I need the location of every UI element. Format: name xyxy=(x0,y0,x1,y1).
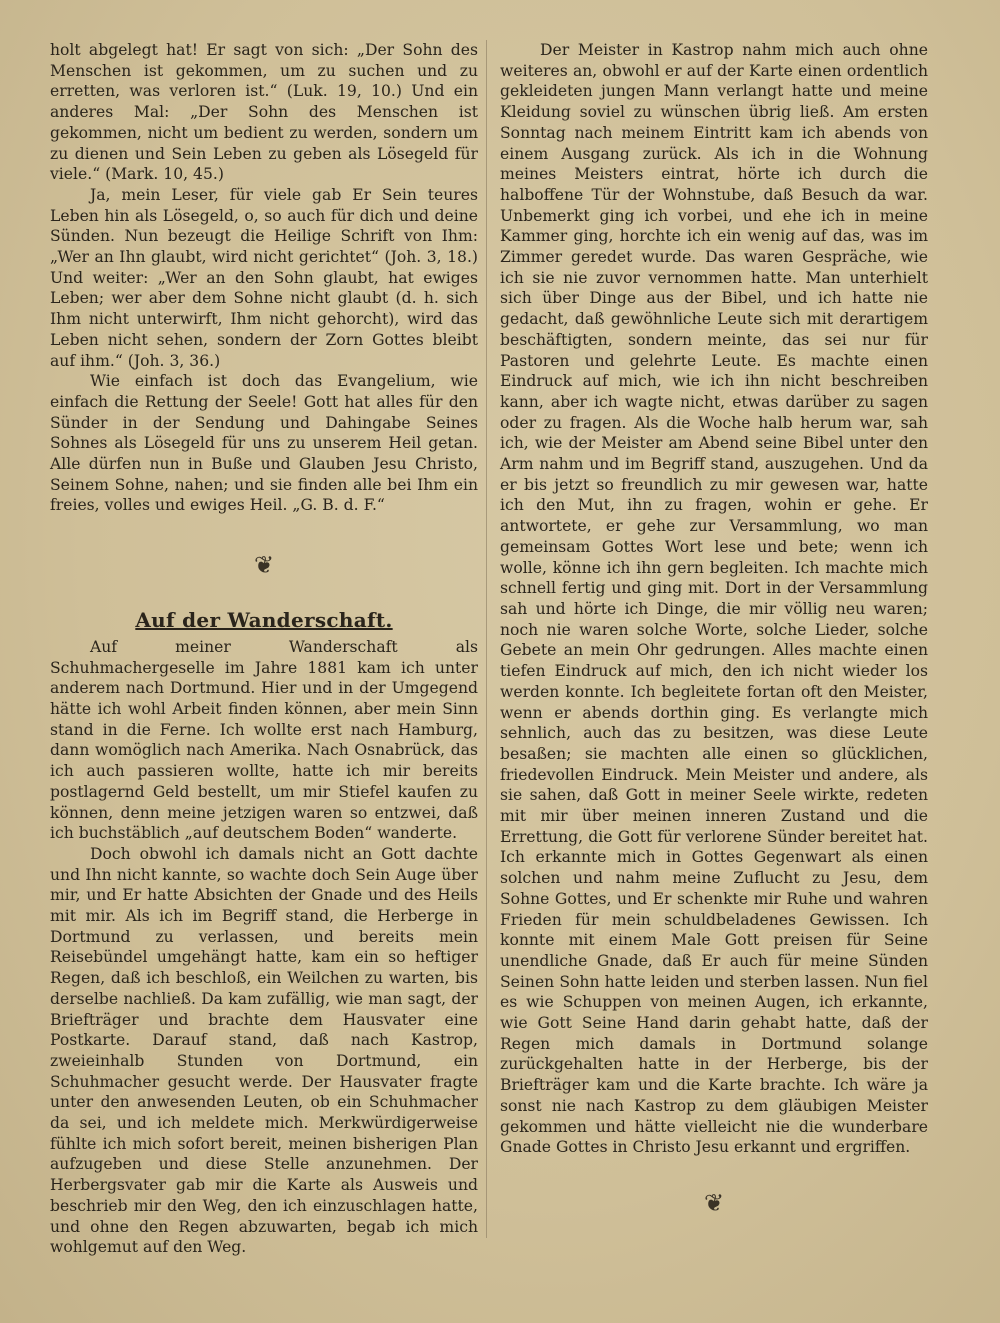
paragraph: Ja, mein Leser, für viele gab Er Sein teures Leben hin als Lösegeld, o, so auch für dich und deine Sünden. Nun bezeugt die Heilige Schrift von Ihm: „Wer an Ihn glaubt, wird nicht gerichtet“ (Joh. 3, 18.) Und weiter: „Wer an den Sohn glaubt, hat ewiges Leben; wer aber dem Sohne nicht glaubt (d. h. sich Ihm nicht unterwirft, Ihm nicht gehorcht), wird das Leben nicht sehen, sondern der Zorn Gottes bleibt auf ihm.“ (Joh. 3, 36.) xyxy=(50,185,478,370)
paragraph: Der Meister in Kastrop nahm mich auch ohne weiteres an, obwohl er auf der Karte einen ordentlich gekleideten jungen Mann verlangt hatte und meine Kleidung soviel zu wünschen übrig ließ. Am ersten Sonntag nach meinem Eintritt kam ich abends von einem Ausgang zurück. Als ich in die Wohnung meines Meisters eintrat, hörte ich durch die halboffene Tür der Wohnstube, daß Besuch da war. Unbemerkt ging ich vorbei, und ehe ich in meine Kammer ging, horchte ich ein wenig auf das, was im Zimmer geredet wurde. Das waren Gespräche, wie ich sie nie zuvor vernommen hatte. Man unterhielt sich über Dinge aus der Bibel, und ich hatte nie gedacht, daß gewöhnliche Leute sich mit derartigem beschäftigten, sondern meinte, das sei nur für Pastoren und gelehrte Leute. Es machte einen Eindruck auf mich, wie ich ihn nicht beschreiben kann, aber ich wagte nicht, etwas darüber zu sagen oder zu fragen. Als die Woche halb herum war, sah ich, wie der Meister am Abend seine Bibel unter den Arm nahm und im Begriff stand, auszugehen. Und da er bis jetzt so freundlich zu mir gewesen war, hatte ich den Mut, ihn zu fragen, wohin er gehe. Er antwortete, er gehe zur Versammlung, wo man gemeinsam Gottes Wort lese und bete; wenn ich wolle, könne ich ihn gern begleiten. Ich machte mich schnell fertig und ging mit. Dort in der Versammlung sah und hörte ich Dinge, die mir völlig neu waren; noch nie waren solche Worte, solche Lieder, solche Gebete an mein Ohr gedrungen. Alles machte einen tiefen Eindruck auf mich, den ich nicht wieder los werden konnte. Ich begleitete fortan oft den Meister, wenn er abends dorthin ging. Es verlangte mich sehnlich, auch das zu besitzen, was diese Leute besaßen; sie machten alle einen so glücklichen, friedevollen Eindruck. Mein Meister und andere, als sie sahen, daß Gott in meiner Seele wirkte, redeten mit mir über meinen inneren Zustand und die Errettung, die Gott für verlorene Sünder bereitet hat. Ich erkannte mich in Gottes Gegenwart als einen solchen und nahm meine Zuflucht zu Jesu, dem Sohne Gottes, und Er schenkte mir Ruhe und wahren Frieden für mein schuldbeladenes Gewissen. Ich konnte mit einem Male Gott preisen für Seine unendliche Gnade, daß Er auch für meine Sünden Seinen Sohn hatte leiden und sterben lassen. Nun fiel es wie Schuppen von meinen Augen, ich erkannte, wie Gott Seine Hand darin gehabt hatte, daß der Regen mich damals in Dortmund solange zurückgehalten hatte in der Herberge, bis der Briefträger kam und die Karte brachte. Ich wäre ja sonst nie nach Kastrop zu dem gläubigen Meister gekommen und hätte vielleicht nie die wunderbare Gnade Gottes in Christo Jesu erkannt und ergriffen. xyxy=(500,41,928,1157)
paragraph: holt abgelegt hat! Er sagt von sich: „Der Sohn des Menschen ist gekommen, um zu suchen und zu erretten, was verloren ist.“ (Luk. 19, 10.) Und ein anderes Mal: „Der Sohn des Menschen ist gekommen, nicht um bedient zu werden, sondern um zu dienen und Sein Leben zu geben als Lösegeld für viele.“ (Mark. 10, 45.) xyxy=(50,41,478,184)
paragraph: Auf meiner Wanderschaft als Schuhmachergeselle im Jahre 1881 kam ich unter anderem nach Dortmund. Hier und in der Umgegend hätte ich wohl Arbeit finden können, aber mein Sinn stand in die Ferne. Ich wollte erst nach Hamburg, dann womöglich nach Amerika. Nach Osnabrück, das ich auch passieren wollte, hatte ich mir bereits postlagernd Geld bestellt, um mir Stiefel kaufen zu können, denn meine jetzigen waren so entzwei, daß ich buchstäblich „auf deutschem Boden“ wanderte. xyxy=(50,637,478,843)
left-column xyxy=(50,40,478,1258)
column-divider xyxy=(486,40,487,1238)
ornament-icon: ❦ xyxy=(703,1188,725,1217)
right-column xyxy=(500,40,928,1218)
paragraph: Wie einfach ist doch das Evangelium, wie einfach die Rettung der Seele! Gott hat alles für den Sünder in der Sendung und Dahingabe Seines Sohnes als Lösegeld für uns zu unserem Heil getan. Alle dürfen nun in Buße und Glauben Jesu Christo, Seinem Sohne, nahen; und sie finden alle bei Ihm ein freies, volles und ewiges Heil. „G. B. d. F.“ xyxy=(50,372,478,515)
paragraph: Doch obwohl ich damals nicht an Gott dachte und Ihn nicht kannte, so wachte doch Sein Auge über mir, und Er hatte Absichten der Gnade und des Heils mit mir. Als ich im Begriff stand, die Herberge in Dortmund zu verlassen, und bereits mein Reisebündel umgehängt hatte, kam ein so heftiger Regen, daß ich beschloß, ein Weilchen zu warten, bis derselbe nachließ. Da kam zufällig, wie man sagt, der Briefträger und brachte dem Hausvater eine Postkarte. Darauf stand, daß nach Kastrop, zweieinhalb Stunden von Dortmund, ein Schuhmacher gesucht werde. Der Hausvater fragte unter den anwesenden Leuten, ob ein Schuhmacher da sei, und ich meldete mich. Merkwürdigerweise fühlte ich mich sofort bereit, meinen bisherigen Plan aufzugeben und diese Stelle anzunehmen. Der Herbergsvater gab mir die Karte als Ausweis und beschrieb mir den Weg, den ich einzuschlagen hatte, und ohne den Regen abzuwarten, begab ich mich wohlgemut auf den Weg. xyxy=(50,844,478,1257)
article-headline: Auf der Wanderschaft. xyxy=(135,608,393,633)
ornament-icon: ❦ xyxy=(253,551,275,580)
